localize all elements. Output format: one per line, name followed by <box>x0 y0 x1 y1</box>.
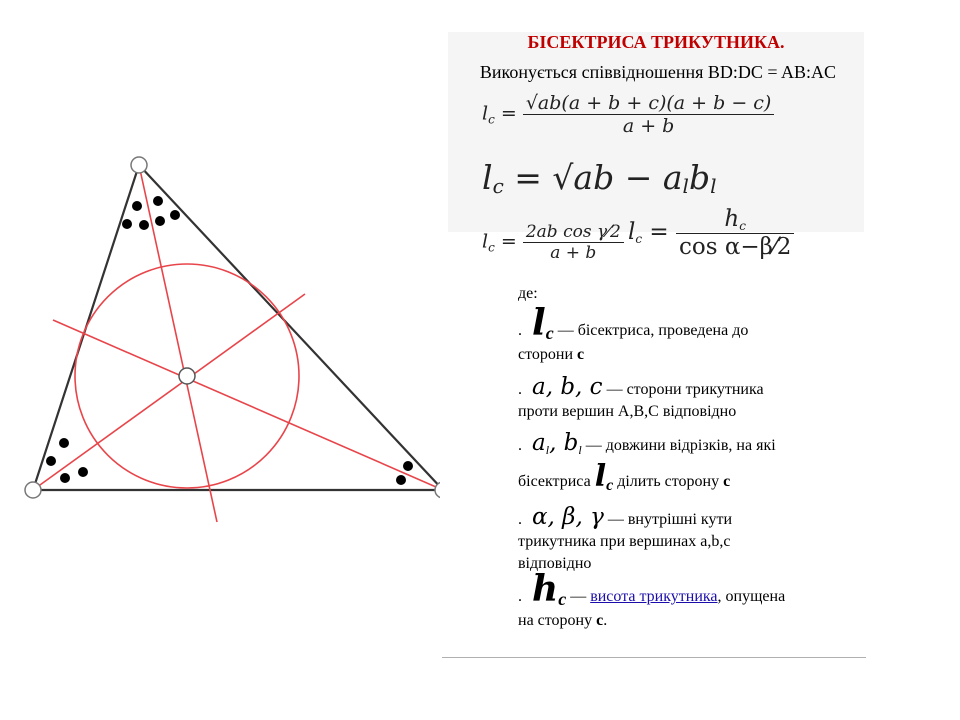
symbol-lc-inline-sub: c <box>606 477 614 494</box>
list-bullet: . <box>518 511 522 528</box>
list-bullet: . <box>518 437 522 454</box>
list-bullet: . <box>518 322 522 339</box>
formula-2-rhs: = √ab − a <box>514 158 683 197</box>
formula-3-fraction <box>523 222 624 263</box>
item-text: — сторони трикутника <box>602 381 764 398</box>
formula-4-eq: = <box>649 219 669 245</box>
item-text: — бісектриса, проведена до <box>553 322 749 339</box>
formula-1-lhs-sub: c <box>488 112 495 127</box>
item-text-2: сторони <box>518 346 574 363</box>
incenter-point[interactable] <box>179 368 195 384</box>
formula-1-eq: = <box>500 102 517 125</box>
symbol-lc-sub: c <box>545 323 554 343</box>
formula-4 <box>628 206 794 260</box>
formula-4-num-h: h <box>724 206 740 232</box>
formula-3-numerator: 2ab cos γ⁄2 <box>523 222 624 243</box>
item-bold-tail: c <box>577 346 585 363</box>
item-text-3: відповідно <box>518 555 592 572</box>
page-title: БІСЕКТРИСА ТРИКУТНИКА. <box>527 32 785 52</box>
symbol-bl-sub: l <box>578 443 582 457</box>
item-text: — внутрішні кути <box>603 511 733 528</box>
symbol-al: a <box>532 430 546 456</box>
item-text-3: ділить сторону <box>613 473 720 490</box>
item-bold-tail: c <box>723 473 731 490</box>
item-text: — довжини відрізків, на які <box>581 437 776 454</box>
formula-4-fraction <box>676 206 794 260</box>
formula-2-b: b <box>688 158 711 197</box>
vertex-left[interactable] <box>25 482 41 498</box>
list-item <box>518 376 868 423</box>
bisector-left <box>33 294 305 490</box>
formula-1-fraction <box>523 92 775 137</box>
formula-1-numerator: √ab(a + b + c)(a + b − c) <box>523 92 775 115</box>
formula-1-lhs: l <box>482 102 489 125</box>
vertex-right[interactable] <box>435 482 440 498</box>
list-bullet: . <box>518 588 522 605</box>
formula-2-lhs: l <box>482 158 493 197</box>
formula-3-lhs: l <box>482 230 489 253</box>
list-item <box>518 302 868 366</box>
symbol-lc: l <box>532 302 546 344</box>
symbol-lc-inline: l <box>594 459 607 494</box>
symbol-hc-sub: c <box>558 589 567 609</box>
symbol-bl: , b <box>549 430 579 456</box>
item-text-2: на сторону <box>518 612 593 629</box>
symbol-abc: a, b, c <box>532 374 603 400</box>
formula-4-num-sub: c <box>739 219 746 233</box>
formula-3-lhs-sub: c <box>488 240 495 255</box>
item-text: — <box>566 588 591 605</box>
triangle <box>33 165 440 490</box>
formula-4-lhs: l <box>628 219 636 245</box>
formula-2 <box>482 158 716 198</box>
list-item <box>518 432 868 497</box>
formula-3-denominator: a + b <box>550 243 597 263</box>
where-label: де: <box>518 285 538 302</box>
list-item <box>518 568 868 632</box>
list-item <box>518 506 868 575</box>
triangle-bisector-diagram <box>0 0 440 720</box>
list-bullet: . <box>518 381 522 398</box>
divider-line <box>442 657 866 658</box>
formula-2-al-sub: l <box>682 174 689 198</box>
vertex-top[interactable] <box>131 157 147 173</box>
formula-2-bl-sub: l <box>710 174 717 198</box>
item-end: . <box>603 612 608 629</box>
height-link[interactable]: висота трикутника <box>590 588 718 605</box>
formula-4-denominator: cos α−β⁄2 <box>679 234 792 260</box>
ratio-relation: Виконується співвідношення BD:DC = AB:AC <box>479 62 837 82</box>
symbol-angles: α, β, γ <box>532 504 604 530</box>
symbol-al-sub: l <box>545 443 550 457</box>
formula-1-denominator: a + b <box>622 115 675 137</box>
bisector-right <box>53 320 440 490</box>
symbol-hc: h <box>532 568 559 610</box>
item-text-after-link: , опущена <box>717 588 786 605</box>
item-text-2: проти вершин А,В,С відповідно <box>518 403 737 420</box>
formula-3-eq: = <box>500 230 517 253</box>
formula-1 <box>482 92 774 137</box>
item-text-2: бісектриса <box>518 473 591 490</box>
formula-4-numerator <box>676 206 794 234</box>
item-text-2: трикутника при вершинах a,b,c <box>518 533 731 550</box>
item-bold-tail: c <box>596 612 604 629</box>
formula-4-lhs-sub: c <box>635 232 643 246</box>
formula-2-lhs-sub: c <box>492 174 504 198</box>
formula-3 <box>482 222 624 263</box>
